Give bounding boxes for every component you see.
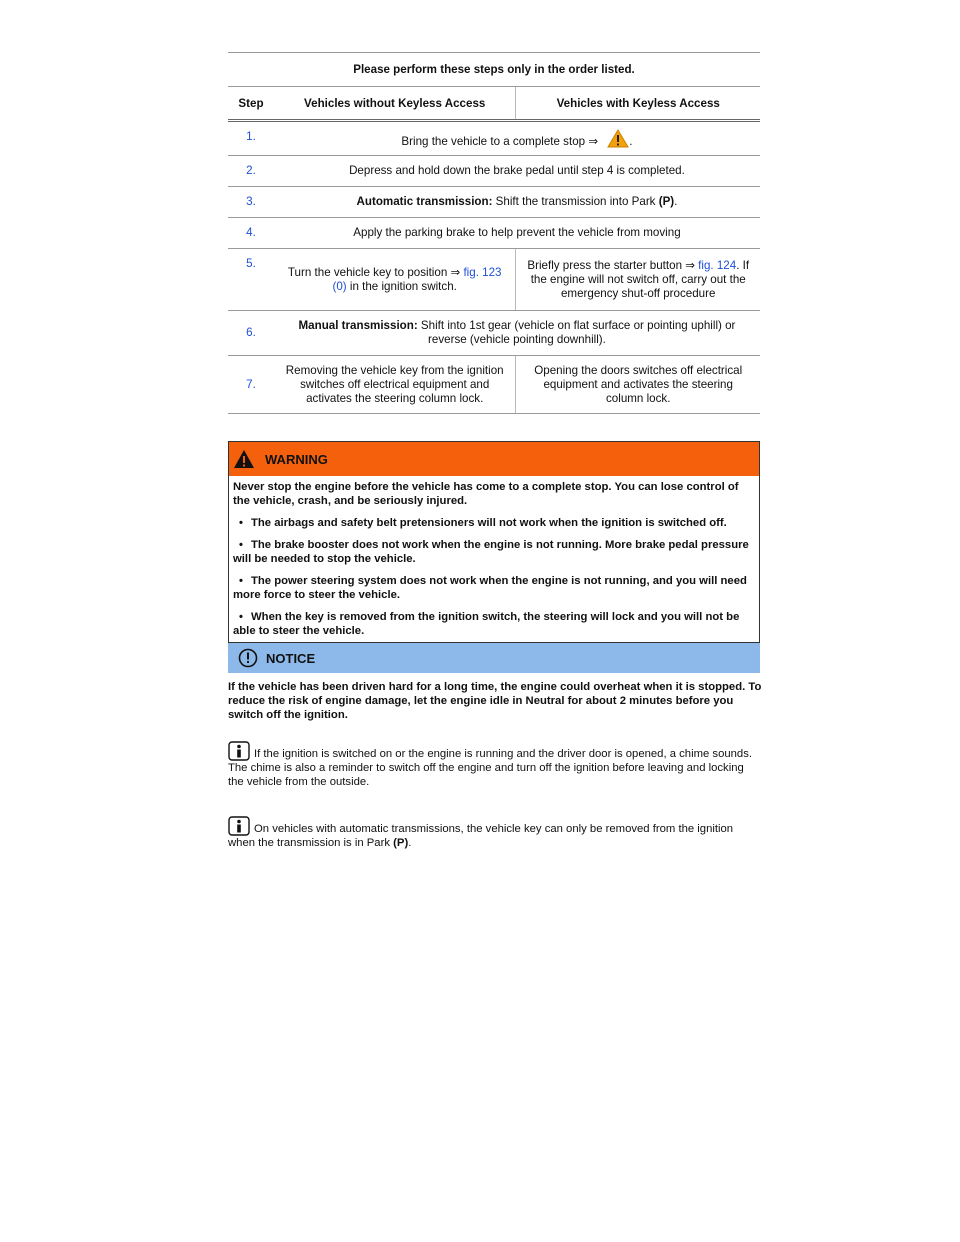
warning-triangle-icon [233,449,255,469]
notice-text: If the vehicle has been driven hard for a long time, the engine could overheat when it is stopped. To reduce the risk of engine damage, let the engine idle in Neutral for about 2 minutes before you switch off the ignition. [228,681,762,721]
list-item: • The airbags and safety belt pretensioners will not work when the ignition is switched off. [239,517,727,529]
step-text: Manual transmission: Shift into 1st gear (vehicle on flat surface or pointing uphill) or reverse (vehicle pointing downhill). [274,311,760,356]
list-item: • When the key is removed from the ignition switch, the steering will lock and you will not be able to steer the vehicle. [233,611,740,637]
table-row [228,249,760,311]
table-row [228,356,760,414]
step-number: 2. [228,156,274,187]
step-text: Bring the vehicle to a complete stop ⇒ . [274,121,760,156]
step-text-with-keyless: Briefly press the starter button ⇒ fig. 124. If the engine will not switch off, carry out the emergency shut-off procedure [516,249,760,311]
notice-header [228,643,760,673]
step-text-without-keyless: Removing the vehicle key from the ignition switches off electrical equipment and activates the steering column lock. [274,356,516,414]
warning-triangle-icon[interactable] [607,129,629,148]
info-note-chime: If the ignition is switched on or the engine is running and the driver door is opened, a chime sounds. The chime is also a reminder to switch off the engine and turn off the ignition before leaving and locking the vehicle from the outside. [228,741,762,789]
warning-header [229,442,759,476]
steps-table [228,52,760,414]
step-text: Automatic transmission: Shift the transmission into Park (P). [274,187,760,218]
fig-124-link[interactable]: fig. 124 [698,258,737,272]
warning-body [229,476,759,642]
info-icon [228,741,250,761]
warning-intro: Never stop the engine before the vehicle has come to a complete stop. You can lose control of the vehicle, crash, and be seriously injured. [233,481,739,507]
step-number: 7. [228,356,274,414]
list-item: • The power steering system does not work when the engine is not running, and you will need more force to steer the vehicle. [233,575,747,601]
info-icon [228,816,250,836]
step-number: 6. [228,311,274,356]
info-note-key-removal: On vehicles with automatic transmissions, the vehicle key can only be removed from the ignition when the transmission is in Park (P). [228,816,762,850]
step-number: 1. [228,121,274,156]
warning-label: WARNING [265,451,328,467]
table-row [228,311,760,356]
step-text-with-keyless: Opening the doors switches off electrical equipment and activates the steering column lock. [516,356,760,414]
step-text: Apply the parking brake to help prevent the vehicle from moving [274,218,760,249]
step-text-without-keyless: Turn the vehicle key to position ⇒ fig. 123 (0) in the ignition switch. [274,249,516,311]
table-row [228,187,760,218]
list-item: • The brake booster does not work when the engine is not running. More brake pedal pressure will be needed to stop the vehicle. [233,539,749,565]
table-row [228,121,760,156]
notice-label: NOTICE [266,650,316,666]
exclamation-circle-icon [238,648,258,668]
step-text: Depress and hold down the brake pedal until step 4 is completed. [274,156,760,187]
step-number: 5. [228,249,274,311]
table-row [228,218,760,249]
step-number: 4. [228,218,274,249]
warning-box [228,441,760,643]
table-row [228,156,760,187]
col-header-without-keyless: Vehicles without Keyless Access [274,87,516,121]
step-number: 3. [228,187,274,218]
col-header-with-keyless: Vehicles with Keyless Access [516,87,760,121]
table-caption: Please perform these steps only in the order listed. [228,53,760,87]
steps-section [228,52,760,414]
col-header-step: Step [228,87,274,121]
fig-123-link[interactable]: fig. 123 (0) [332,265,502,293]
